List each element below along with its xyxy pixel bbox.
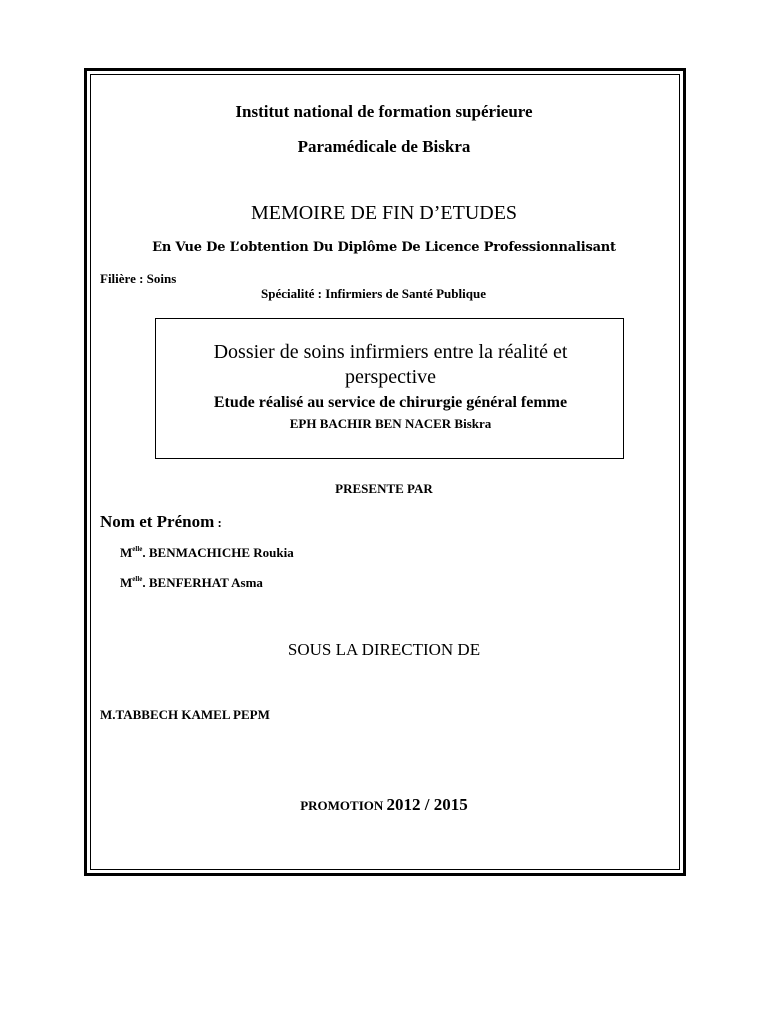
student-title-sup: elle	[132, 575, 143, 583]
hospital-name: EPH BACHIR BEN NACER Biskra	[289, 416, 492, 431]
student-name	[120, 575, 263, 591]
promotion-label: PROMOTION	[300, 798, 387, 813]
diploma-line: En Vue De L’obtention Du Diplôme De Licence Professionnalisant	[152, 240, 616, 255]
promotion-years: 2012 / 2015	[386, 795, 468, 814]
thesis-title-box	[155, 318, 624, 459]
student-name-text: . BENMACHICHE Roukia	[142, 545, 294, 560]
thesis-title-line2: perspective	[344, 366, 437, 388]
filiere-label: Filière : Soins	[100, 271, 177, 286]
student-title-prefix: M	[120, 575, 133, 590]
promotion-line	[0, 795, 768, 815]
direction-heading: SOUS LA DIRECTION DE	[287, 640, 481, 659]
thesis-title-line1: Dossier de soins infirmiers entre la réalité et	[213, 341, 568, 363]
document-title: MEMOIRE DE FIN D’ETUDES	[250, 202, 518, 224]
student-name-text: . BENFERHAT Asma	[142, 575, 263, 590]
supervisor-name: M.TABBECH KAMEL PEPM	[100, 707, 270, 722]
presented-by-heading: PRESENTE PAR	[335, 481, 433, 496]
name-label-colon: :	[214, 515, 222, 530]
name-label-text: Nom et Prénom	[100, 512, 215, 531]
name-label	[100, 512, 222, 532]
institute-name-line2: Paramédicale de Biskra	[297, 137, 471, 156]
student-title-prefix: M	[120, 545, 133, 560]
specialite-label: Spécialité : Infirmiers de Santé Publique	[261, 286, 486, 301]
inner-border	[90, 74, 680, 870]
student-name	[120, 545, 294, 561]
institute-name-line1: Institut national de formation supérieure	[235, 102, 533, 121]
study-subtitle: Etude réalisé au service de chirurgie général femme	[213, 394, 568, 411]
student-title-sup: elle	[132, 545, 143, 553]
